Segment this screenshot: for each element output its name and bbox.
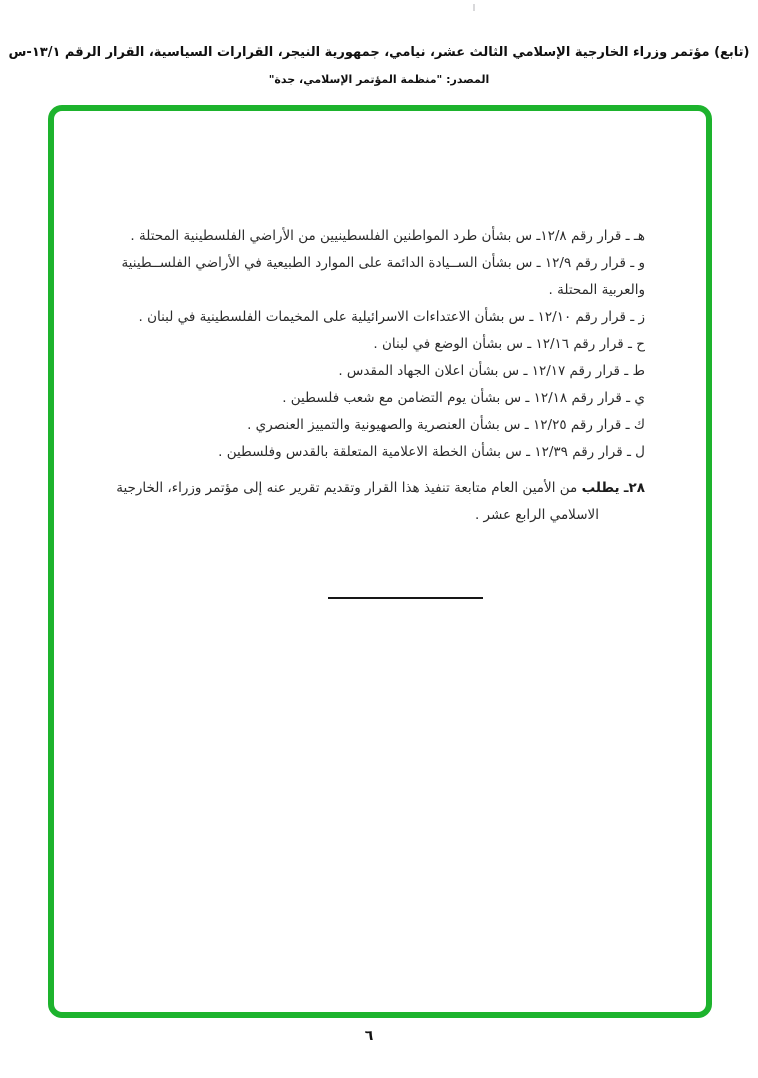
scanned-document bbox=[54, 111, 706, 529]
resolution-line: ط ـ قرار رقم ١٢/١٧ ـ س بشأن اعلان الجهاد المقدس . bbox=[338, 363, 645, 379]
page-number: ٦ bbox=[364, 1028, 374, 1044]
resolution-line: ز ـ قرار رقم ١٢/١٠ ـ س بشأن الاعتداءات الاسرائيلية على المخيمات الفلسطينية في لبنان . bbox=[138, 309, 645, 325]
document-frame bbox=[48, 105, 712, 1018]
document-header bbox=[0, 44, 758, 86]
resolution-line: و ـ قرار رقم ١٢/٩ ـ س بشأن الســيادة الدائمة على الموارد الطبيعية في الأراضي الفلســطينية bbox=[121, 255, 645, 271]
closing-paragraph bbox=[112, 475, 645, 529]
resolution-line: ك ـ قرار رقم ١٢/٢٥ ـ س بشأن العنصرية والصهيونية والتمييز العنصري . bbox=[247, 417, 645, 433]
resolution-line: ل ـ قرار رقم ١٢/٣٩ ـ س بشأن الخطة الاعلامية المتعلقة بالقدس وفلسطين . bbox=[218, 444, 645, 460]
scan-artifact bbox=[473, 4, 475, 11]
resolution-line-continuation: والعربية المحتلة . bbox=[548, 282, 645, 298]
header-source: المصدر: "منظمة المؤتمر الإسلامي، جدة" bbox=[268, 73, 490, 86]
separator-line bbox=[328, 597, 483, 599]
closing-lead-word: يطلب bbox=[581, 480, 620, 496]
closing-paragraph-line2: الاسلامي الرابع عشر . bbox=[474, 507, 599, 523]
closing-paragraph-line1 bbox=[112, 475, 645, 502]
closing-number: ٢٨ـ bbox=[623, 480, 645, 496]
resolution-line: ح ـ قرار رقم ١٢/١٦ ـ س بشأن الوضع في لبنان . bbox=[373, 336, 645, 352]
header-title: (تابع) مؤتمر وزراء الخارجية الإسلامي الثالث عشر، نيامي، جمهورية النيجر، القرارات السياسية، القرار الرقم ١٣/١-س bbox=[8, 45, 750, 60]
resolution-line: هـ ـ قرار رقم ١٢/٨ـ س بشأن طرد المواطنين الفلسطينيين من الأراضي الفلسطينية المحتلة . bbox=[130, 228, 645, 244]
closing-text: من الأمين العام متابعة تنفيذ هذا القرار وتقديم تقرير عنه إلى مؤتمر وزراء، الخارجية bbox=[116, 480, 578, 496]
resolution-line: ي ـ قرار رقم ١٢/١٨ ـ س بشأن يوم التضامن مع شعب فلسطين . bbox=[282, 390, 645, 406]
